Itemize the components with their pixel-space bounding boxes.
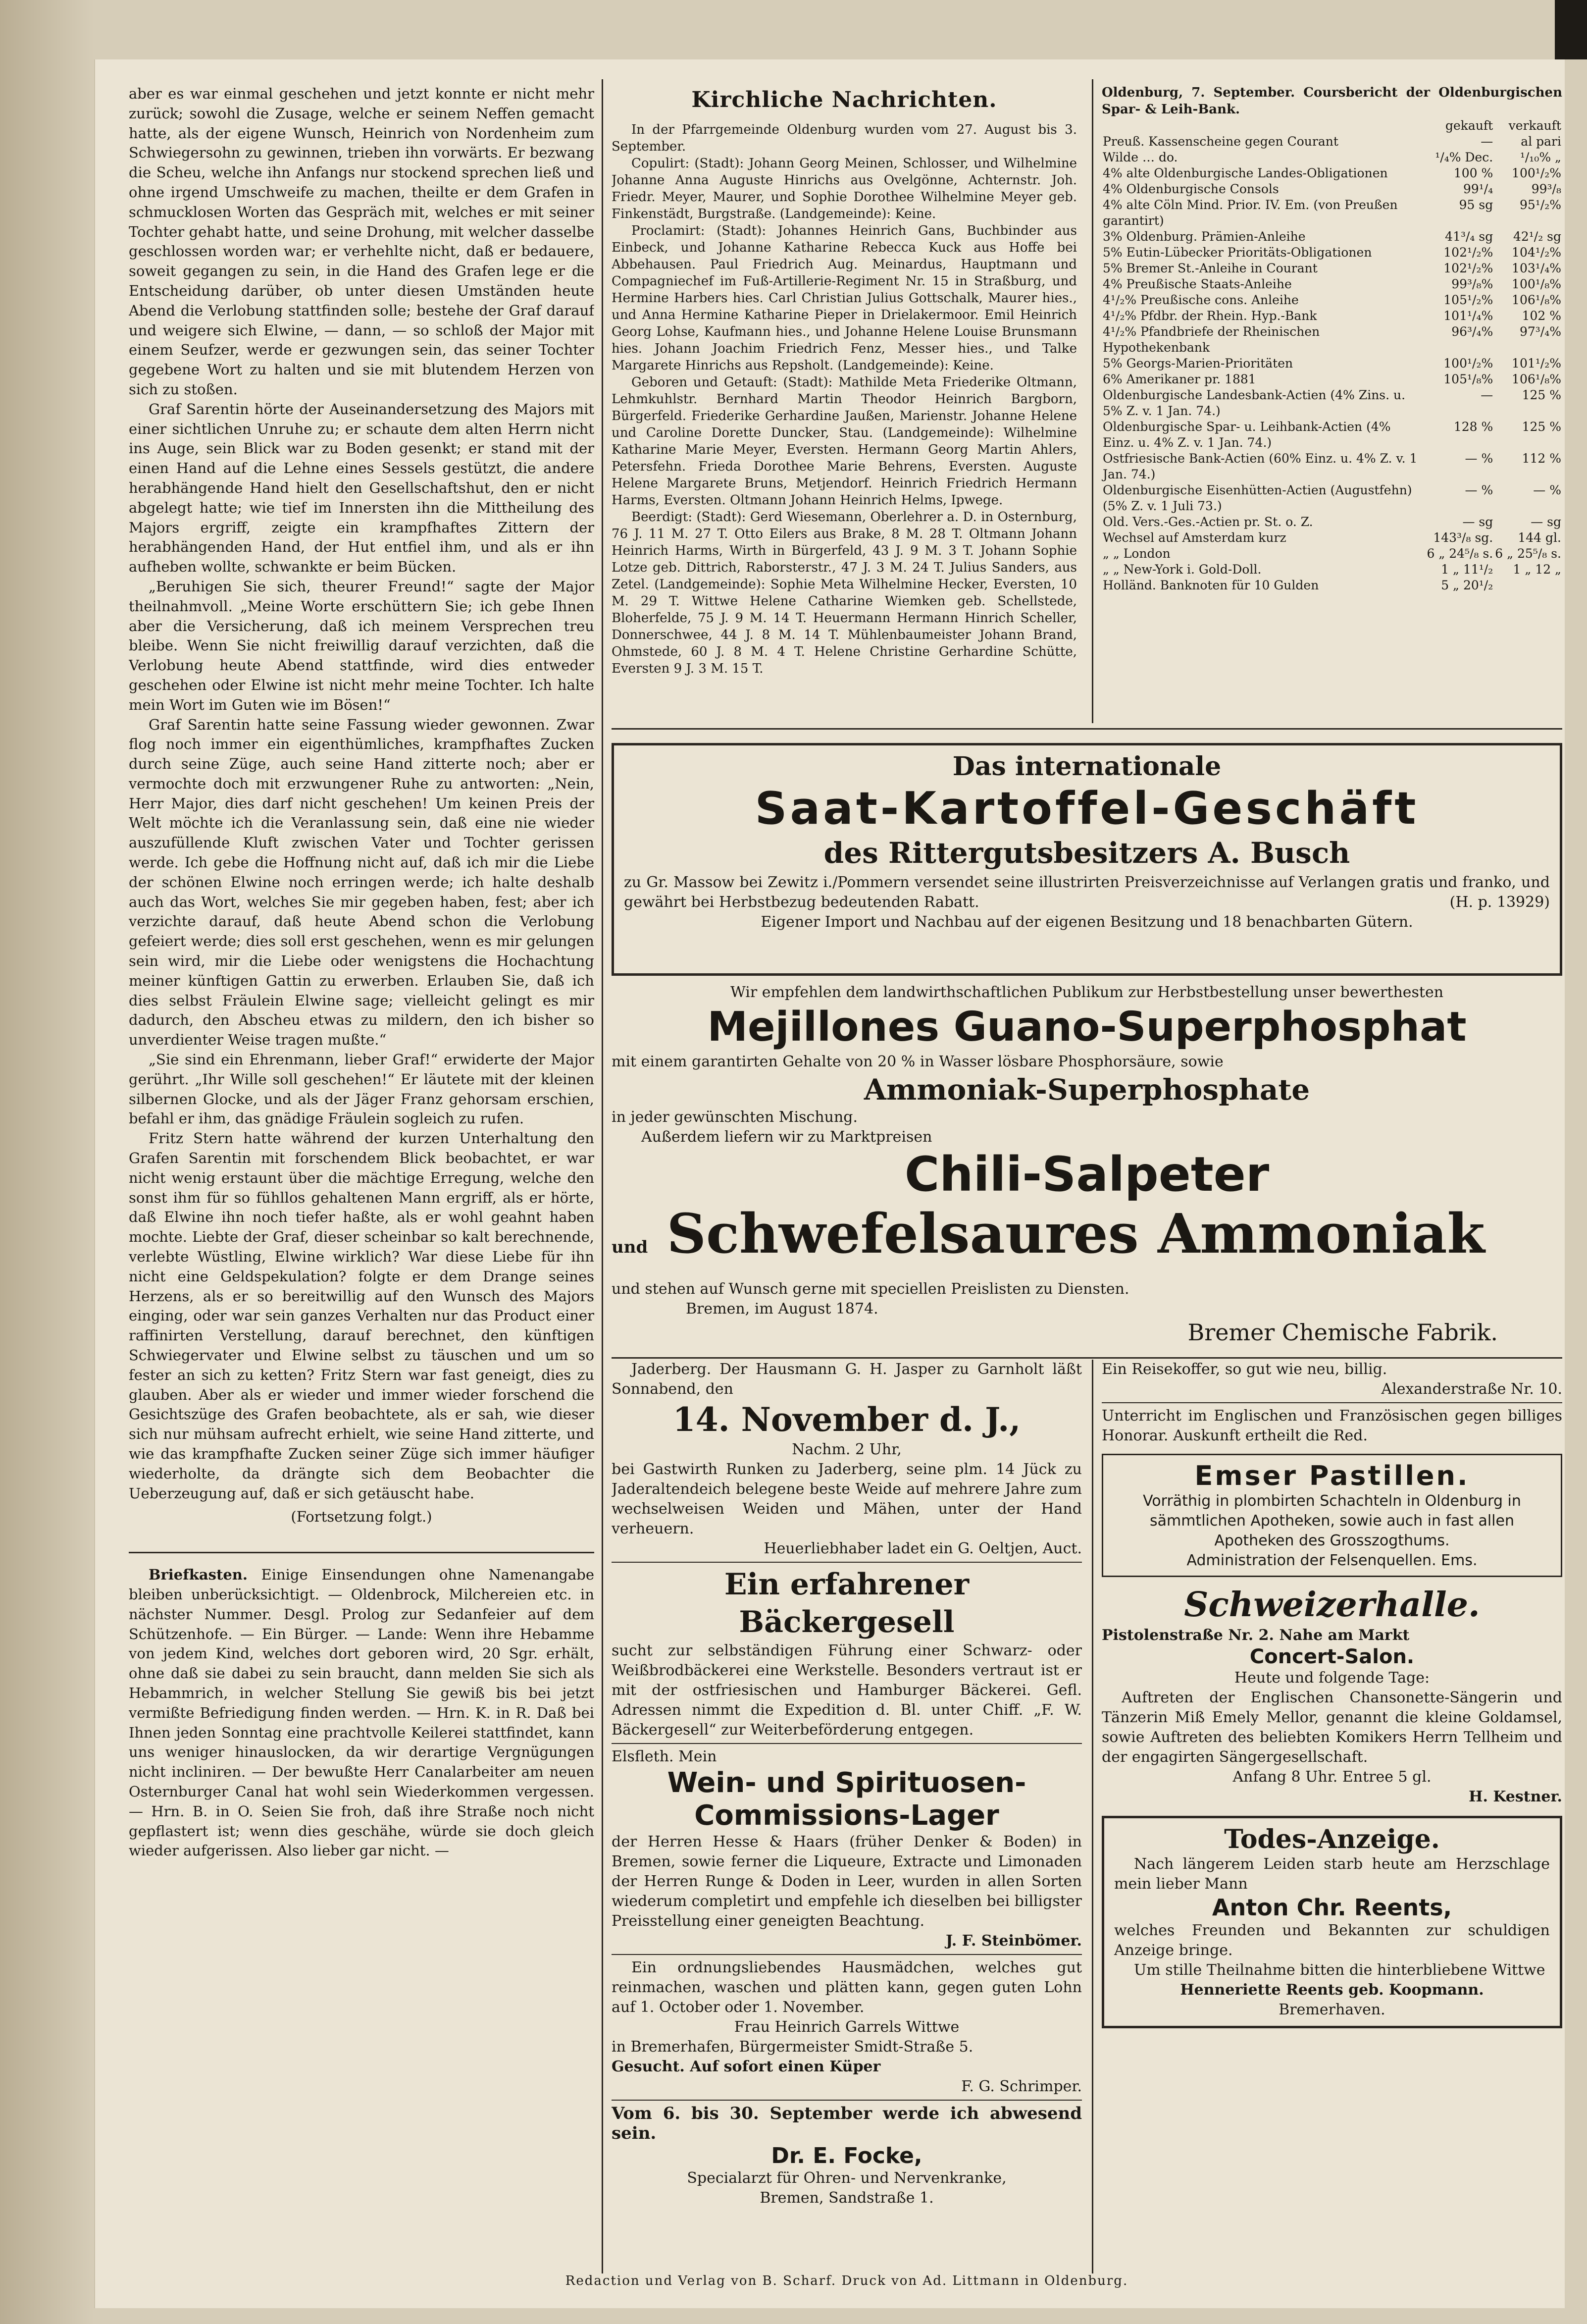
ad-jasper-date: 14. November d. J., [672,1400,1021,1439]
ad-todes-title: Todes-Anzeige. [1224,1824,1440,1854]
rate-gekauft: — [1481,388,1493,402]
rate-row [1102,276,1562,292]
rate-verkauft: 103¹/₄% [1512,261,1561,275]
ad-todes [1102,1816,1562,2028]
ad-kuefer: Gesucht. Auf sofort einen Küper [612,2058,881,2075]
ad-maedchen: Ein ordnungsliebendes Hausmädchen, welches gut reinmachen, waschen und plätten kann, gegen guten Lohn auf 1. October oder 1. November. [612,1959,1082,2016]
rate-row [1102,229,1562,245]
ad-guano-text1: mit einem garantirten Gehalte von 20 % in Wasser lösbare Phosphorsäure, sowie [612,1053,1224,1070]
ad-wein-place: Elsfleth. Mein [612,1748,717,1765]
rate-gekauft: 5 „ 20¹/₂ [1441,578,1493,592]
col-verkauft: verkauft [1508,118,1561,133]
rate-security: Oldenburgische Spar- u. Leihbank-Actien (4% Einz. u. 4% Z. v. 1 Jan. 74.) [1103,420,1391,450]
rate-verkauft: 1 „ 12 „ [1513,562,1561,577]
rate-security: Holländ. Banknoten für 10 Gulden [1103,578,1319,592]
ad-schweiz-sub: Concert-Salon. [1249,1645,1415,1668]
ad-guano-product4: Schwefelsaures Ammoniak [666,1202,1485,1266]
ad-focke-name: Dr. E. Focke, [771,2143,922,2168]
rate-gekauft: — [1481,134,1493,149]
rate-security: 4% Oldenburgische Consols [1103,182,1279,196]
rate-gekauft: 41³/₄ sg [1445,229,1493,244]
ad-schweiz-sign: H. Kestner. [1469,1788,1562,1805]
rate-security: Old. Vers.-Ges.-Actien pr. St. o. Z. [1103,515,1313,529]
ad-baecker-title: Ein erfahrener Bäckergesell [724,1567,970,1639]
page-fold-margin [0,0,94,2324]
rate-security: 6% Amerikaner pr. 1881 [1103,372,1256,386]
exchange-rates-column [1102,84,1562,728]
briefkasten-text: Einige Einsendungen ohne Namenangabe bleiben unberücksichtigt. — Oldenbrock, Milchereien etc. in nächster Nummer. Desgl. Prolog zur Sedanfeier auf dem Schützenhofe. — Ein Bürger. — Lande: Wenn ihre Hebamme von jedem Kind, welches dort geboren wird, 20 Sgr. erhält, ohne daß sie dabei zu sein braucht, dann melden Sie sich als Hebammrich, in welcher Stellung Sie gewiß bis bei jetzt vermißte Befriedigung finden werden. — Hrn. K. in R. Daß bei Ihnen jeden Sonntag eine prachtvolle Keilerei stattfindet, kann uns weniger hinauslocken, da wir derartige Vergnügungen nicht incliniren. — Der bewußte Herr Canalarbeiter am neuen Osternburger Canal hat wohl sein Wiederkommen vergessen. — Hrn. B. in O. Seien Sie froh, daß ihre Straße noch nicht gepflastert ist; wenn dies geschähe, würde sie doch gleich wieder aufgerissen. Also lieber gar nicht. — [129,1566,594,1859]
scan-edge-marker [1555,0,1587,59]
ad-busch-line2: Saat-Kartoffel-Geschäft [755,783,1419,835]
rate-verkauft: — % [1533,483,1561,497]
advertisements-lower-right [1102,1360,1562,2261]
rate-verkauft: 144 gl. [1518,530,1561,545]
rate-row [1102,150,1562,165]
ad-busch-body: zu Gr. Massow bei Zewitz i./Pommern versendet seine illustrirten Preisverzeichnisse auf Verlangen gratis und franko, und gewährt bei Herbstbezug bedeutenden Rabatt. (H. p. 13929) [624,874,1550,911]
ad-busch-line1: Das internationale [952,751,1222,782]
rate-security: „ „ New-York i. Gold-Doll. [1103,562,1262,577]
rate-security: Oldenburgische Landesbank-Actien (4% Zins. u. 5% Z. v. 1 Jan. 74.) [1103,388,1406,418]
novel-paragraph: Graf Sarentin hatte seine Fassung wieder gewonnen. Zwar flog noch immer ein eigenthümliches, krampfhaftes Zucken durch seine Züge, auch seine Hand zitterte noch; aber er vermochte doch mit erzwungener Ruhe zu antworten: „Nein, Herr Major, dies darf nicht geschehen! Um keinen Preis der Welt möchte ich die Veranlassung sein, daß eine nie wieder auszufüllende Kluft zwischen Vater und Tochter gerissen werde. Ich gebe die Hoffnung nicht auf, daß ich mir die Liebe der schönen Elwine noch erringen werde; ich halte deshalb auch das Wort, welches Sie mir gegeben haben, fest; aber ich verzichte darauf, daß heute Abend schon die Verlobung gefeiert werde; dies soll erst geschehen, wenn es mir gelungen sein wird, mir die Liebe oder wenigstens die Hochachtung meiner künftigen Gattin zu erwerben. Erlauben Sie, daß ich dies selbst Fräulein Elwine sage; vielleicht gelingt es mir dadurch, den Abscheu etwas zu mildern, den ich bisher so unverdienter Weise tragen mußte.“ [129,716,594,1049]
rate-row [1102,356,1562,371]
column-rule-2 [1092,79,1093,723]
church-news-text: Copulirt: (Stadt): Johann Georg Meinen, Schlosser, und Wilhelmine Johanne Anna Auguste Hinrichs aus Ovelgönne, Achternstr. Joh. Friedr. Meyer, Maurer, und Sophie Dorothee Wilhelmine Meyer geb. Finkenstädt, Burgstraße. (Landgemeinde): Keine. [612,156,1077,221]
rate-gekauft: 128 % [1453,420,1493,434]
ad-wein-sign: J. F. Steinbömer. [945,1932,1082,1950]
ad-schweiz-body1: Heute und folgende Tage: [1234,1669,1430,1687]
rate-verkauft: 102 % [1522,309,1561,323]
ad-guano [612,983,1562,1346]
rate-row [1102,387,1562,419]
novel-paragraph: „Sie sind ein Ehrenmann, lieber Graf!“ erwiderte der Major gerührt. „Ihr Wille soll geschehen!“ Er läutete mit der kleinen silbernen Glocke, und als der Jäger Franz gehorsam erschien, befahl er ihm, das gnädige Fräulein sogleich zu rufen. [129,1051,594,1127]
church-news-title: Kirchliche Nachrichten. [691,87,997,112]
rate-verkauft: al pari [1521,134,1561,149]
rate-row [1102,181,1562,197]
ad-koffer: Ein Reisekoffer, so gut wie neu, billig. [1102,1361,1387,1378]
ad-guano-place: Bremen, im August 1874. [686,1300,878,1318]
ad-todes-sign: Henneriette Reents geb. Koopmann. [1180,1981,1484,1999]
rate-security: 4¹/₂% Preußische cons. Anleihe [1103,293,1299,307]
rate-security: 4% alte Oldenburgische Landes-Obligationen [1103,166,1388,180]
ad-kuefer-sign: F. G. Schrimper. [961,2078,1082,2095]
ad-jasper: Jaderberg. Der Hausmann G. H. Jasper zu Garnholt läßt Sonnabend, den [612,1361,1082,1398]
rate-verkauft: 6 „ 25⁵/₈ s. [1495,546,1561,561]
rate-row [1102,530,1562,546]
rate-row [1102,451,1562,482]
ad-focke-sub: Specialarzt für Ohren- und Nervenkranke, [687,2169,1007,2187]
rate-verkauft [1494,578,1562,593]
ad-todes-body2: welches Freunden und Bekannten zur schuldigen Anzeige bringe. [1114,1922,1550,1959]
ad-schweiz-addr: Pistolenstraße Nr. 2. Nahe am Markt [1102,1627,1410,1644]
ad-guano-text4: und stehen auf Wunsch gerne mit speciellen Preislisten zu Diensten. [612,1280,1129,1298]
church-news-column [612,84,1077,728]
ad-maedchen-place: in Bremerhafen, Bürgermeister Smidt-Straße 5. [612,2038,973,2056]
ad-guano-firm: Bremer Chemische Fabrik. [1187,1319,1498,1346]
rate-verkauft: 97³/₄% [1519,324,1561,339]
church-news-text: Beerdigt: (Stadt): Gerd Wiesemann, Oberlehrer a. D. in Osternburg, 76 J. 11 M. 27 T. Otto Eilers aus Brake, 8 M. 28 T. Oltmann Johann Heinrich Harms, Wirth in Bürgerfeld, 43 J. 9 M. 3 T. Johann Sophie Lotze geb. Dittrich, Raborsterstr., 47 J. 3 M. 24 T. Julius Sanders, aus Zetel. (Landgemeinde): Sophie Meta Wilhelmine Hecker, Eversten, 10 M. 29 T. Wittwe Helene Catharine Wiemken geb. Schellstede, Bloherfelde, 75 J. 9 M. 14 T. Heuermann Hermann Hinrich Scheller, Donnerschwee, 44 J. 8 M. 14 T. Mühlenbaumeister Johann Brand, Ohmstede, 60 J. 8 M. 4 T. Helene Christine Gerhardine Schütte, Eversten 9 J. 3 M. 15 T. [612,510,1077,676]
rate-verkauft: 101¹/₂% [1512,356,1561,370]
ad-guano-text2: in jeder gewünschten Mischung. [612,1109,858,1126]
ad-busch [612,743,1562,976]
rate-row [1102,292,1562,308]
rate-verkauft: 125 % [1522,420,1561,434]
rate-security: Wechsel auf Amsterdam kurz [1103,530,1286,545]
rate-security: 3% Oldenburg. Prämien-Anleihe [1103,229,1306,244]
church-news-text: Geboren und Getauft: (Stadt): Mathilde Meta Friederike Oltmann, Lehmkuhlstr. Bernhard Martin Theodor Heinrich Bargborn, Bürgerfeld. Friederike Gerhardine Jaußen, Marienstr. Johanne Helene und Caroline Dorette Duncker, Stau. (Landgemeinde): Wilhelmine Katharine Marie Meyer, Eversten. Hermann Georg Martin Ahlers, Petersfehn. Frieda Dorothee Marie Behrens, Eversten. Auguste Helene Margarete Bruns, Metjendorf. Heinrich Friedrich Hermann Harms, Eversten. Oltmann Johann Heinrich Helms, Ipwege. [612,375,1077,508]
ad-baecker-body: sucht zur selbständigen Führung einer Schwarz- oder Weißbrodbäckerei eine Werkstelle. Besonders vertraut ist er mit der ostfriesischen und Hamburger Bäckerei. Gefl. Adressen nimmt die Expedition d. Bl. unter Chiff. „F. W. Bäckergesell“ zur Weiterbeförderung entgegen. [612,1642,1082,1739]
ad-emser [1102,1454,1562,1577]
rate-security: 5% Bremer St.-Anleihe in Courant [1103,261,1318,275]
rate-security: Wilde … do. [1103,150,1178,164]
ad-maedchen-sign: Frau Heinrich Garrels Wittwe [734,2018,960,2036]
ad-emser-body: Vorräthig in plombirten Schachteln in Oldenburg in sämmtlichen Apotheken, sowie auch in fast allen Apotheken des Grosszogthums. [1143,1492,1521,1549]
rate-verkauft: ¹/₁₀% „ [1520,150,1561,164]
ad-guano-product1: Mejillones Guano-Superphosphat [707,1004,1467,1051]
ad-koffer-addr: Alexanderstraße Nr. 10. [1381,1380,1562,1398]
ad-schweiz-title: Schweizerhalle. [1184,1585,1480,1625]
rate-security: 4¹/₂% Pfdbr. der Rhein. Hyp.-Bank [1103,309,1317,323]
rate-gekauft: 102¹/₂% [1443,245,1493,260]
continued-note: (Fortsetzung folgt.) [291,1508,432,1526]
rate-gekauft: — % [1465,483,1493,497]
briefkasten [129,1565,594,1861]
rate-verkauft: 106¹/₈% [1512,293,1561,307]
rates-table [1102,118,1562,593]
rate-gekauft: 100 % [1453,166,1493,180]
rate-verkauft: 100¹/₈% [1512,277,1561,291]
rate-row [1102,165,1562,181]
ad-emser-title: Emser Pastillen. [1194,1460,1470,1491]
ad-unterricht: Unterricht im Englischen und Französischen gegen billiges Honorar. Auskunft ertheilt die Red. [1102,1407,1562,1444]
rate-verkauft: 99³/₈ [1531,182,1561,196]
rate-gekauft: 105¹/₂% [1443,293,1493,307]
rate-gekauft: — % [1465,451,1493,466]
rate-gekauft: 100¹/₂% [1443,356,1493,370]
rate-verkauft: 95¹/₂% [1519,198,1561,212]
rate-verkauft: 100¹/₂% [1512,166,1561,180]
ad-guano-text3: Außerdem liefern wir zu Marktpreisen [641,1128,932,1146]
ad-guano-product4-line: und Schwefelsaures Ammoniak [612,1202,1485,1266]
ad-guano-product2: Ammoniak-Superphosphate [864,1073,1310,1107]
church-news-text: Proclamirt: (Stadt): Johannes Heinrich Gans, Buchbinder aus Einbeck, und Johanne Katharine Rebecca Kuck aus Hoffe bei Abbehausen. Paul Friedrich Aug. Meinardus, Hauptmann und Compagniechef im Fuß-Artillerie-Regiment Nr. 15 in Straßburg, und Hermine Harbers hies. Carl Christian Julius Gottschalk, Maurer hies., und Anna Hermine Katharine Pieper in Drielakermoor. Emil Heinrich Georg Lohse, Kaufmann hies., und Johanne Helene Louise Brunsmann hies. Johann Joachim Friedrich Fenz, Messer hies., und Talke Margarete Hinrichs aus Repsholt. (Landgemeinde): Keine. [612,223,1077,373]
rate-row [1102,324,1562,356]
rate-security: 4% alte Cöln Mind. Prior. IV. Em. (von Preußen garantirt) [1103,198,1398,228]
rate-verkauft: 42¹/₂ sg [1513,229,1561,244]
ad-focke-line: Vom 6. bis 30. September werde ich abwesend sein. [612,2104,1082,2143]
rate-row [1102,134,1562,150]
ad-todes-body3: Um stille Theilnahme bitten die hinterbliebene Wittwe [1134,1961,1545,1979]
rate-security: 5% Eutin-Lübecker Prioritäts-Obligationen [1103,245,1372,260]
rate-gekauft: 99³/₈% [1451,277,1493,291]
ad-todes-body1: Nach längerem Leiden starb heute am Herzschlage mein lieber Mann [1114,1855,1550,1893]
ad-wein-title: Wein- und Spirituosen-Commissions-Lager [667,1767,1026,1832]
ad-busch-line3: des Rittergutsbesitzers A. Busch [823,836,1350,870]
rate-security: „ „ London [1103,546,1171,561]
rate-security: Oldenburgische Eisenhütten-Actien (Augustfehn) (5% Z. v. 1 Juli 73.) [1103,483,1412,513]
imprint-footer: Redaction und Verlag von B. Scharf. Druck von Ad. Littmann in Oldenburg. [565,2273,1128,2288]
rate-security: 4% Preußische Staats-Anleihe [1103,277,1292,291]
section-divider [129,1552,594,1553]
ad-todes-place: Bremerhaven. [1279,2001,1385,2018]
serial-novel-column [129,84,594,2273]
rate-verkauft: 104¹/₂% [1512,245,1561,260]
rate-verkauft: 125 % [1522,388,1561,402]
rate-row [1102,371,1562,387]
rate-row [1102,562,1562,578]
novel-paragraph: aber es war einmal geschehen und jetzt konnte er nicht mehr zurück; sowohl die Zusage, welche er seinem Neffen gemacht hatte, als der eigene Wunsch, Heinrich von Nordenheim zum Schwiegersohn zu gewinnen, trieben ihn vorwärts. Er bezwang die Scheu, welche ihn Anfangs nur stockend sprechen ließ und ohne irgend Umschweife zu machen, theilte er dem Grafen in schmucklosen Worten das Gespräch mit, welches er mit seiner Tochter gehabt hatte, und seine Drohung, mit welcher dasselbe geschlossen worden war; er verhehlte nicht, daß er bedauere, soweit gegangen zu sein, in die Hand des Grafen lege er die Entscheidung darüber, ob unter diesen Umständen heute Abend die Verlobung stattfinden solle; bestehe der Graf darauf und weigere sich Elwine, — dann, — so schloß der Major mit einem Seufzer, werde er gezwungen sein, das seiner Tochter gegebene Wort zu halten und sie mit blutendem Herzen von sich zu stoßen. [129,85,594,398]
rate-security: 5% Georgs-Marien-Prioritäten [1103,356,1293,370]
ad-todes-name: Anton Chr. Reents, [1212,1894,1452,1921]
rate-row [1102,482,1562,514]
rate-row [1102,308,1562,324]
rate-row [1102,197,1562,229]
col-gekauft: gekauft [1445,118,1493,133]
rate-gekauft: 101¹/₄% [1443,309,1493,323]
rate-verkauft: 112 % [1522,451,1561,466]
ad-emser-sign: Administration der Felsenquellen. Ems. [1186,1552,1478,1569]
rate-gekauft: 1 „ 11¹/₂ [1441,562,1493,577]
rate-security: Ostfriesische Bank-Actien (60% Einz. u. 4% Z. v. 1 Jan. 74.) [1103,451,1418,481]
briefkasten-title: Briefkasten. [149,1566,248,1584]
ad-guano-intro: Wir empfehlen dem landwirthschaftlichen Publikum zur Herbstbestellung unser bewerthesten [730,984,1444,1001]
rate-row [1102,546,1562,562]
column-rule-1 [602,79,603,2273]
rate-row [1102,419,1562,451]
ad-busch-footer: Eigener Import und Nachbau auf der eigenen Besitzung und 18 benachbarten Gütern. [761,913,1413,931]
ad-jasper-time: Nachm. 2 Uhr, [792,1441,902,1458]
ads-top-rule [612,728,1562,730]
novel-paragraph: „Beruhigen Sie sich, theurer Freund!“ sagte der Major theilnahmvoll. „Meine Worte erschüttern Sie; ich gebe Ihnen aber die Versicherung, daß ich meinem Versprechen treu bleibe. Wenn Sie nicht freiwillig darauf verzichten, daß die Verlobung heute Abend stattfinde, wird dies entweder geschehen oder Elwine ist nicht mehr meine Tochter. Ich halte mein Wort im Guten wie im Bösen!“ [129,578,594,713]
rate-security: Preuß. Kassenscheine gegen Courant [1103,134,1338,149]
ad-jasper-body: bei Gastwirth Runken zu Jaderberg, seine plm. 14 Jück zu Jaderaltendeich belegene beste Weide auf mehrere Jahre zum wechselweisen Weiden und Mähen, unter der Hand verheuern. [612,1461,1082,1537]
rate-gekauft: 96³/₄% [1451,324,1493,339]
novel-paragraph: Fritz Stern hatte während der kurzen Unterhaltung den Grafen Sarentin mit forschendem Blick beobachtet, er war nicht wenig erstaunt über die mächtige Erregung, welche den sonst ihm für so fühllos gehaltenen Mann ergriff, als er hörte, daß Elwine ihn noch tiefer haßte, als er wohl geahnt haben mochte. Liebte der Graf, dieser scheinbar so kalt berechnende, verlebte Wüstling, Elwine wirklich? War diese Liebe für ihn nicht eine Geldspekulation? folgte er dem Drange seines Herzens, als er so bereitwillig auf den Wunsch des Majors einging, oder war sein ganzes Verhalten nur das Product einer raffinirten Verstellung, darauf berechnet, den künftigen Schwiegervater und Elwine selbst zu täuschen und um so fester an sich zu ketten? Fritz Stern war fast geneigt, dies zu glauben. Aber als er wieder und immer wieder forschend die Gesichtszüge des Grafen beobachtete, als er sah, wie dieser sich nur mühsam aufrecht erhielt, wie seine Hand zitterte, und wie das krampfhafte Zucken seiner Züge sich immer häufiger wiederholte, da drängte sich dem Beobachter die Ueberzeugung auf, daß er sich getäuscht habe. [129,1130,594,1502]
rate-row [1102,261,1562,276]
rate-gekauft: 102¹/₂% [1443,261,1493,275]
ad-wein-body: der Herren Hesse & Haars (früher Denker & Boden) in Bremen, sowie ferner die Liqueure, Extracte und Limonaden der Herren Runge & Doden in Leer, wurden in allen Sorten wiederum completirt und empfehle ich dieselben bei billigster Preisstellung einer geneigten Beachtung. [612,1833,1082,1930]
novel-paragraph: Graf Sarentin hörte der Auseinandersetzung des Majors mit einer sichtlichen Unruhe zu; er schaute dem alten Herrn nicht ins Auge, sein Blick war zu Boden gesenkt; er stand mit der einen Hand auf die Lehne eines Sessels gestützt, die andere herabhängende Hand hielt den Gesellschaftshut, den er nicht abgelegt hatte; wie tief im Innersten ihn die Mittheilung des Majors ergriff, zeigte ein krampfhaftes Zittern der herabhängenden Hand, der Hut entfiel ihm, und als er ihn aufheben wollte, schwankte er beim Bücken. [129,400,594,576]
rate-gekauft: 99¹/₄ [1463,182,1493,196]
rate-gekauft: ¹/₄% Dec. [1435,150,1493,164]
rate-security: 4¹/₂% Pfandbriefe der Rheinischen Hypothekenbank [1103,324,1320,355]
rate-gekauft: 95 sg [1459,198,1493,212]
rate-row [1102,514,1562,530]
rate-row [1102,578,1562,593]
rate-gekauft: 105¹/₈% [1443,372,1493,386]
rate-gekauft: 6 „ 24⁵/₈ s. [1427,546,1493,561]
rate-row [1102,245,1562,261]
church-news-text: In der Pfarrgemeinde Oldenburg wurden vom 27. August bis 3. September. [612,122,1077,154]
rate-gekauft: 143³/₈ sg. [1433,530,1493,545]
ad-guano-product3: Chili-Salpeter [904,1147,1270,1202]
advertisements-lower-left [612,1360,1082,2261]
ad-schweiz-time: Anfang 8 Uhr. Entree 5 gl. [1232,1768,1432,1786]
rate-verkauft: — sg [1531,515,1561,529]
rate-verkauft: 106¹/₈% [1512,372,1561,386]
rates-header: Oldenburg, 7. September. Coursbericht der Oldenburgischen Spar- & Leih-Bank. [1102,85,1562,117]
ad-jasper-sign: Heuerliebhaber ladet ein G. Oeltjen, Auct. [764,1540,1082,1557]
ad-focke-addr: Bremen, Sandstraße 1. [760,2189,934,2207]
rate-gekauft: — sg [1462,515,1493,529]
ad-schweiz-body2: Auftreten der Englischen Chansonette-Sängerin und Tänzerin Miß Emely Mellor, genannt die kleine Goldamsel, sowie Auftreten des beliebten Komikers Herrn Tellheim und der engagirten Sängergesellschaft. [1102,1689,1562,1766]
